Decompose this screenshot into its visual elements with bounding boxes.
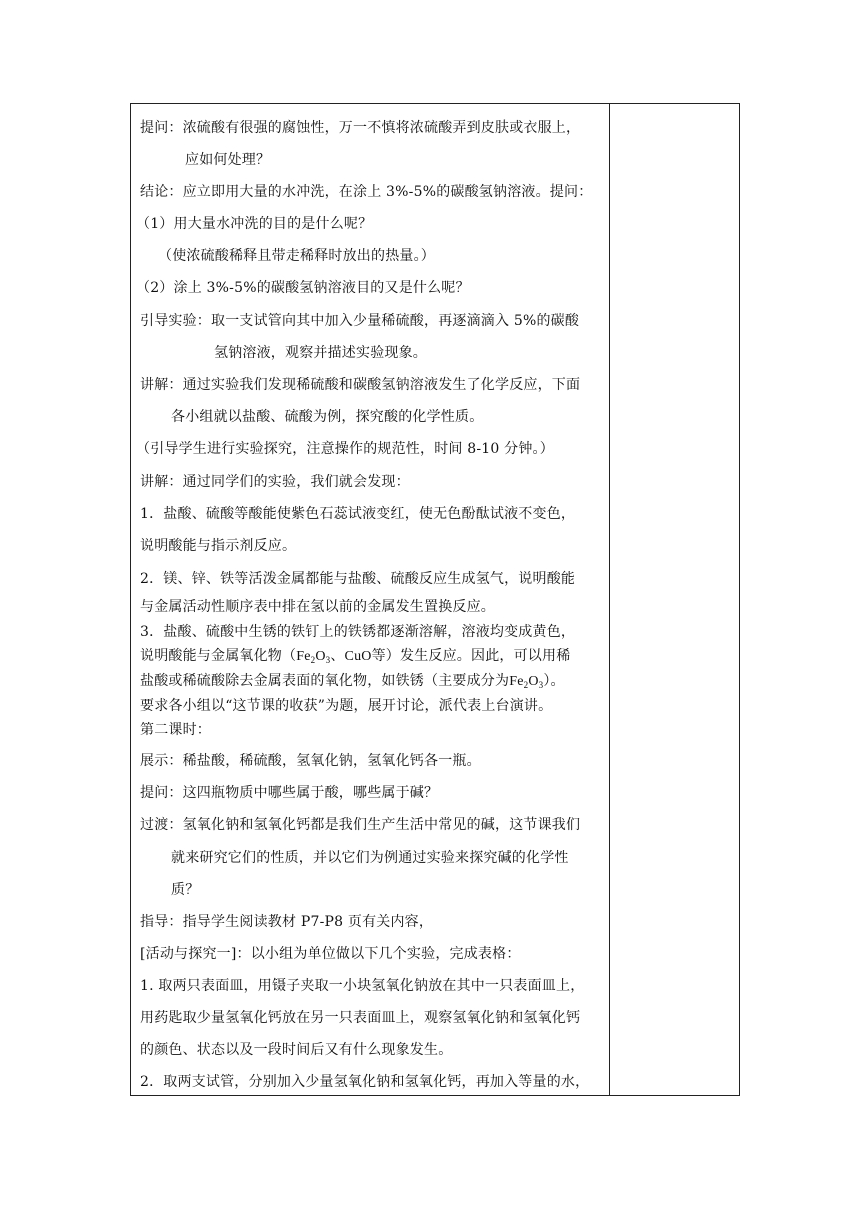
text-line: 过渡：氢氧化钠和氢氧化钙都是我们生产生活中常见的碱，这节课我们 xyxy=(140,817,581,833)
rust-suffix: ）。 xyxy=(543,673,565,689)
text-line: （2）涂上 3%-5%的碳酸氢钠溶液目的又是什么呢？ xyxy=(136,280,470,296)
text-line: 第二课时： xyxy=(140,722,211,738)
oxide-suffix: 等）发生反应。因此，可以用稀 xyxy=(371,648,571,664)
formula-fe: Fe xyxy=(509,674,524,689)
text-line: 的颜色、状态以及一段时间后又有什么现象发生。 xyxy=(140,1042,453,1058)
text-line: （1）用大量水冲洗的目的是什么呢？ xyxy=(136,216,373,232)
oxide-separator: 、 xyxy=(330,648,345,664)
text-line: 讲解：通过同学们的实验，我们就会发现： xyxy=(140,474,410,490)
text-line: （引导学生进行实验探究，注意操作的规范性，时间 8-10 分钟。） xyxy=(136,441,554,457)
formula-o: O xyxy=(315,649,326,664)
text-line: 要求各小组以“这节课的收获”为题，展开讨论，派代表上台演讲。 xyxy=(140,698,553,714)
text-line: 1. 取两只表面皿，用镊子夹取一小块氢氧化钠放在其中一只表面皿上， xyxy=(140,978,585,994)
text-line: 2．取两支试管，分别加入少量氢氧化钠和氢氧化钙，再加入等量的水， xyxy=(140,1074,590,1090)
text-line: 与金属活动性顺序表中排在氢以前的金属发生置换反应。 xyxy=(140,599,495,615)
rust-prefix: 盐酸或稀硫酸除去金属表面的氧化物，如铁锈（主要成分为 xyxy=(140,673,510,689)
text-line: 提问：浓硫酸有很强的腐蚀性，万一不慎将浓硫酸弄到皮肤或衣服上， xyxy=(140,120,581,136)
notes-column-cell xyxy=(611,104,739,1095)
formula-sub: 3 xyxy=(538,680,544,690)
text-line: 讲解：通过实验我们发现稀硫酸和碳酸氢钠溶液发生了化学反应，下面 xyxy=(140,377,581,393)
text-line: 1．盐酸、硫酸等酸能使紫色石蕊试液变红，使无色酚酞试液不变色， xyxy=(140,506,576,522)
formula-sub: 2 xyxy=(523,680,529,690)
text-line: 结论：应立即用大量的水冲洗，在涂上 3%-5%的碳酸氢钠溶液。提问： xyxy=(140,184,593,200)
formula-o: O xyxy=(528,674,539,689)
rust-line xyxy=(140,670,565,690)
text-line: 就来研究它们的性质，并以它们为例通过实验来探究碱的化学性 xyxy=(171,850,569,866)
text-line: 氢钠溶液，观察并描述实验现象。 xyxy=(214,345,427,361)
text-line: 质？ xyxy=(171,882,200,898)
formula-sub: 2 xyxy=(310,655,316,665)
text-line: 提问：这四瓶物质中哪些属于酸，哪些属于碱？ xyxy=(140,785,439,801)
text-line: 应如何处理？ xyxy=(185,152,271,168)
lesson-table xyxy=(130,103,740,1096)
text-line: 引导实验：取一支试管向其中加入少量稀硫酸，再逐滴滴入 5%的碳酸 xyxy=(140,313,580,329)
column-divider xyxy=(609,104,610,1095)
text-line: 指导：指导学生阅读教材 P7-P8 页有关内容， xyxy=(140,914,434,930)
text-line: 3．盐酸、硫酸中生锈的铁钉上的铁锈都逐渐溶解，溶液均变成黄色， xyxy=(140,624,576,640)
formula-cuo: CuO xyxy=(344,649,372,664)
oxide-line xyxy=(140,645,570,665)
text-line: 用药匙取少量氢氧化钙放在另一只表面皿上，观察氢氧化钠和氢氧化钙 xyxy=(140,1010,581,1026)
text-line: 说明酸能与指示剂反应。 xyxy=(140,538,297,554)
formula-sub: 3 xyxy=(325,655,331,665)
formula-fe: Fe xyxy=(296,649,311,664)
text-line: 展示：稀盐酸，稀硫酸，氢氧化钠，氢氧化钙各一瓶。 xyxy=(140,753,481,769)
text-line: 各小组就以盐酸、硫酸为例，探究酸的化学性质。 xyxy=(171,409,484,425)
text-line: 2．镁、锌、铁等活泼金属都能与盐酸、硫酸反应生成氢气，说明酸能 xyxy=(140,571,576,587)
oxide-prefix: 说明酸能与金属氧化物（ xyxy=(140,648,297,664)
text-line: [活动与探究一]：以小组为单位做以下几个实验，完成表格： xyxy=(140,946,521,962)
text-line: （使浓硫酸稀释且带走稀释时放出的热量。） xyxy=(158,248,435,264)
